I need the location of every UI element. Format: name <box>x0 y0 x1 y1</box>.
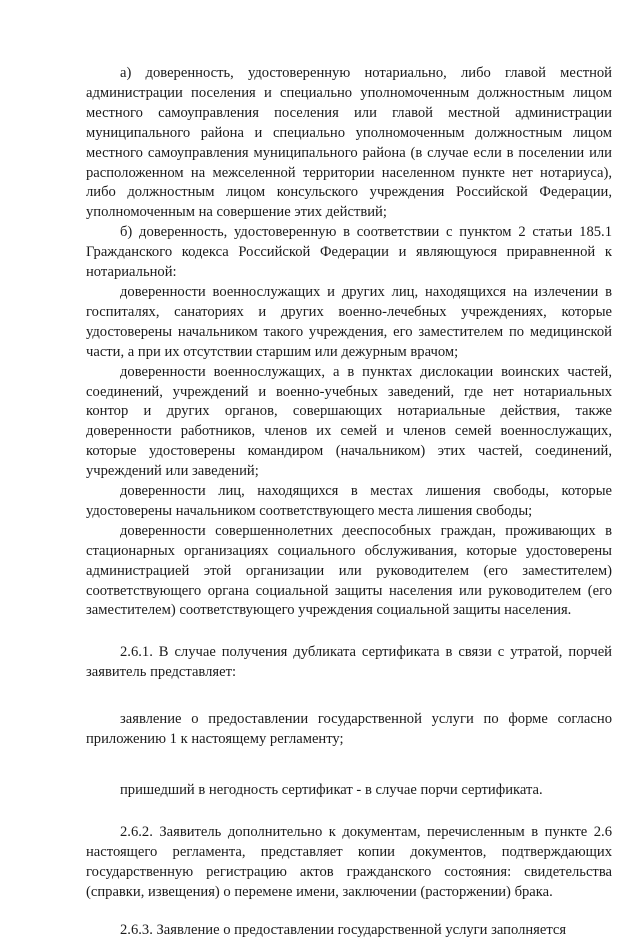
paragraph-2-6-3: 2.6.3. Заявление о предоставлении государственной услуги заполняется <box>120 921 567 938</box>
paragraph-military-units: доверенности военнослужащих, а в пунктах дислокации воинских частей, соединений, учреждений и военно-учебных заведений, где нет нотариальных контор и других органов, совершающих нотариальные действия, также доверенности работников, членов их семей и членов семей военнослужащих, которые удостоверены командиром (начальником) этих частей, соединений, учреждений или заведений; <box>86 363 612 480</box>
paragraph-military-hospital: доверенности военнослужащих и других лиц, находящихся на излечении в госпиталях, санаториях и других военно-лечебных учреждениях, которые удостоверены начальником такого учреждения, его заместителем по медицинской части, а при их отсутствии старшим или дежурным врачом; <box>86 283 612 360</box>
paragraph-application: заявление о предоставлении государственной услуги по форме согласно приложению 1 к настоящему регламенту; <box>86 711 612 748</box>
paragraph-2-6-2: 2.6.2. Заявитель дополнительно к документам, перечисленным в пункте 2.6 настоящего регламента, представляет копии документов, подтверждающих государственную регистрацию актов гражданского состояния: свидетельства (справки, извещения) о перемене имени, заключении (расторжении) брака. <box>86 823 612 900</box>
paragraph-prison: доверенности лиц, находящихся в местах лишения свободы, которые удостоверены начальником соответствующего места лишения свободы; <box>86 483 612 519</box>
document-page <box>86 64 612 940</box>
paragraph-a: а) доверенность, удостоверенную нотариально, либо главой местной администрации поселения и специально уполномоченным должностным лицом местного самоуправления поселения или главой местной администрации муниципального района и специально уполномоченным должностным лицом местного самоуправления муниципального района (в случае если в поселении или расположенном на межселенной территории населенном пункте нет нотариуса), либо должностным лицом консульского учреждения Российской Федерации, уполномоченным на совершение этих действий; <box>86 65 612 221</box>
paragraph-2-6-1: 2.6.1. В случае получения дубликата сертификата в связи с утратой, порчей заявитель представляет: <box>86 644 612 681</box>
paragraph-damaged-certificate: пришедший в негодность сертификат - в случае порчи сертификата. <box>120 782 543 798</box>
paragraph-b: б) доверенность, удостоверенную в соответствии с пунктом 2 статьи 185.1 Гражданского кодекса Российской Федерации и являющуюся приравненной к нотариальной: <box>86 224 612 281</box>
paragraph-social-organizations: доверенности совершеннолетних дееспособных граждан, проживающих в стационарных организациях социального обслуживания, которые удостоверены администрацией этой организации или руководителем (его заместителем) соответствующего органа социальной защиты населения или руководителем (его заместителем) соответствующего учреждения социальной защиты населения. <box>86 522 612 619</box>
